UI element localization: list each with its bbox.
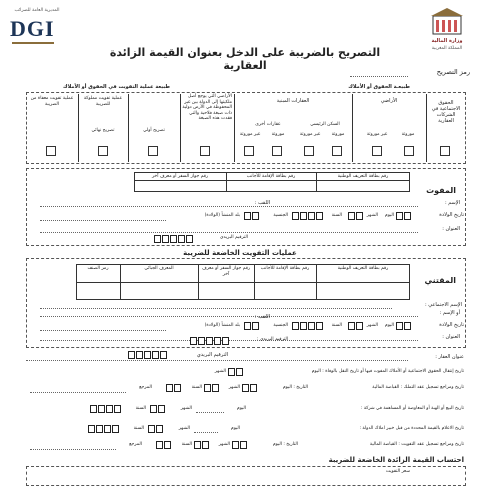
buyer-year-label: السنة [331,323,342,328]
buyer-first-name-label: أو الإسم : [439,310,460,316]
checkbox-irrigated[interactable] [200,146,210,156]
acq-ref-label: المرجع [139,385,152,390]
col-exempt-op: عملية تفويت معفاة من الضريبة [30,96,74,107]
property-postal-1[interactable] [160,351,167,359]
seller-birth-year-2[interactable] [308,212,315,220]
seller-first-name-label: الإسم : [444,200,460,206]
buyer-postal-3[interactable] [206,337,213,345]
col-land: الأراضي [380,98,398,104]
sale-month-1[interactable] [158,405,165,413]
checkbox-land-not-inherited[interactable] [372,146,382,156]
buyer-birth-year-3[interactable] [300,322,307,330]
checkbox-first-decl[interactable] [148,146,158,156]
buyer-passport-label: رقم جواز السفر أو معرف آخر [201,266,251,277]
buyer-postal-5[interactable] [190,337,197,345]
acquisition-date-label: التاريخ : اليوم [282,385,308,390]
nature-operation-heading: طبيعة عملية التفويت في الحقوق أو الأملاك [63,84,170,90]
dgi-underline [12,42,54,44]
transfer-reg-label: تاريخ ومراجع تسجيل عقد التفويت : القباضة المالية [369,442,464,447]
buyer-address-field[interactable] [40,340,418,341]
checkbox-shares[interactable] [440,146,450,156]
final-decl: تصريح نهائي [91,128,115,133]
property-postal-5[interactable] [128,351,135,359]
sale-year-3[interactable] [98,405,105,413]
transfer-reg-date-label: التاريخ : اليوم [272,442,298,447]
transfer-day-1[interactable] [236,368,243,376]
seller-birth-day-1[interactable] [404,212,411,220]
buyer-corp-name-label: الإسم الاجتماعي : [424,302,462,308]
seller-birth-year-1[interactable] [316,212,323,220]
acq-day-1[interactable] [250,384,257,392]
seller-birthplace-field[interactable] [40,220,166,221]
buyer-postal-2[interactable] [214,337,221,345]
seller-heading: المفوت [426,186,456,195]
seller-postal-label: الترقيم البريدي [220,235,248,240]
buyer-id-card-label: رقم بطاقة التعريف الوطنية [337,266,389,271]
checkbox-final-decl[interactable] [98,146,108,156]
property-postal-3[interactable] [144,351,151,359]
notif-month-1[interactable] [156,425,163,433]
property-postal-4[interactable] [136,351,143,359]
notif-year-label: السنة [133,426,144,431]
dgi-logo-block [6,6,66,46]
seller-month-label: الشهر [366,213,378,218]
transfer-month-label: الشهر [214,369,226,374]
checkbox-other-not-inherited[interactable] [244,146,254,156]
checkbox-other-inherited[interactable] [272,146,282,156]
sale-year-label: السنة [135,406,146,411]
seller-postal-5[interactable] [154,235,161,243]
property-address-label: عنوان العقار : [435,354,464,360]
buyer-residence-label: رقم بطاقة الإقامة للأجانب [260,266,310,271]
treg-day-2[interactable] [232,441,239,449]
col-taxable-op: عملية تفويت مملوكة للضريبة [83,96,123,107]
seller-nationality-1[interactable] [252,212,259,220]
buyer-month-label: الشهر [366,323,378,328]
sale-month-2[interactable] [150,405,157,413]
col-shares: الحقوق الاجتماعية في الشركات العقارية [431,100,461,124]
buyer-nationality-label: الجنسية [273,323,288,328]
notif-day-field[interactable] [194,432,218,433]
notif-month-label: الشهر [178,426,190,431]
sale-month-label: الشهر [180,406,192,411]
operations-title: عمليات التفويت الخاضعة للضريبة [183,249,297,257]
land-inherited: موروثة [401,132,415,137]
treg-month-label: الشهر [218,442,230,447]
sale-year-1[interactable] [114,405,121,413]
sale-day-field[interactable] [196,412,224,413]
seller-postal-4[interactable] [162,235,169,243]
other-inherited: موروثة [271,132,285,137]
sale-date-label: تاريخ البيع أو الهبة أو المعاوضة أو المساهمة في شركة : [360,406,464,411]
form-title: التصريح بالضريبة على الدخل بعنوان القيمة الزائدة العقارية [109,46,381,72]
buyer-address-label: العنوان : [442,334,460,340]
seller-birth-day-2[interactable] [396,212,403,220]
transfer-date-label: تاريخ إنتقال الحقوق الاجتماعية أو الأملاك المفوت فيها أو تاريخ النقل بالوفاة : اليوم [311,369,464,374]
buyer-first-name-field[interactable] [40,316,418,317]
transfer-day-2[interactable] [228,368,235,376]
seller-nationality-label: الجنسية [273,213,288,218]
buyer-birthplace-label: بلد المنشأ (الولادة) [204,323,240,328]
seller-birthplace-label: بلد المنشأ (الولادة) [204,213,240,218]
treg-year-2[interactable] [156,441,163,449]
housing-not-inherited: غير موروثة [299,132,321,137]
notif-year-1[interactable] [112,425,119,433]
acq-month-1[interactable] [212,384,219,392]
acquisition-reg-label: تاريخ ومراجع تسجيل عقد التملك : القباضة المالية [372,385,464,390]
seller-last-name-label: اللقب : [254,200,270,206]
sub-housing: السكن الرئيسي [310,122,340,127]
nature-rights-heading: طبيعـة الحقوق أو الأملاك [348,84,410,90]
checkbox-housing-inherited[interactable] [332,146,342,156]
buyer-corp-name-field[interactable] [40,308,392,309]
seller-day-label: اليوم [384,213,394,218]
buyer-day-label: اليوم [384,323,394,328]
buyer-birth-month-2[interactable] [348,322,355,330]
treg-month-1[interactable] [202,441,209,449]
land-not-inherited: غير موروثة [366,132,388,137]
seller-id-card-label: رقم بطاقة التعريف الوطنية [337,174,389,179]
buyer-tax-id-label: المعرف الجبائي [144,266,174,271]
notif-year-3[interactable] [96,425,103,433]
seller-postal-1[interactable] [186,235,193,243]
treg-year-label: السنة [181,442,192,447]
seller-birth-label: تاريخ الولادة [439,212,464,218]
seller-passport-label: رقم جواز السفر أو معرف آخر [151,174,209,179]
buyer-birth-month-1[interactable] [356,322,363,330]
sale-price-label: سعر التفويت [385,469,410,474]
buyer-birth-year-2[interactable] [308,322,315,330]
buyer-birth-day-1[interactable] [404,322,411,330]
property-postal-2[interactable] [152,351,159,359]
seller-postal-2[interactable] [178,235,185,243]
sale-year-4[interactable] [90,405,97,413]
seller-nationality-2[interactable] [244,212,251,220]
buyer-postal-4[interactable] [198,337,205,345]
seller-birth-year-3[interactable] [300,212,307,220]
col-irrigated: الأراضي التي يوجع أصل ملكيتها إلى الدولة بين غير المحفوظة في الأرض دولية ذات صبغة فلاحية والتي فقدت هذه الصبغة [182,94,232,121]
acq-year-2[interactable] [166,384,173,392]
buyer-birthplace-field[interactable] [40,330,166,331]
notif-year-2[interactable] [104,425,111,433]
seller-birth-year-4[interactable] [292,212,299,220]
seller-address-field[interactable] [40,232,418,233]
buyer-heading: المقتني [424,276,456,285]
seller-postal-3[interactable] [170,235,177,243]
buyer-birth-year-1[interactable] [316,322,323,330]
buyer-birth-day-2[interactable] [396,322,403,330]
sale-year-2[interactable] [106,405,113,413]
dgi-arabic-caption: المديرية العامة للضرائب [14,8,60,13]
notification-date-label: تاريخ الاعلام بالقيمة المحددة من قبل خبير املاك الدولة : [359,426,464,431]
buyer-birth-label: تاريخ الولادة [439,322,464,328]
buyer-category-label: رمز الصنف [87,266,109,271]
treg-year-1[interactable] [164,441,171,449]
acq-ref-field[interactable] [30,392,126,393]
ministry-name: وزارة المالية [431,38,463,44]
ministry-caption: المملكة المغربية [431,46,463,51]
checkbox-exempt[interactable] [46,146,56,156]
acq-month-label: الشهر [228,385,240,390]
treg-month-2[interactable] [194,441,201,449]
treg-day-1[interactable] [240,441,247,449]
property-address-field[interactable] [26,360,408,361]
acq-month-2[interactable] [204,384,211,392]
acq-year-label: السنة [191,385,202,390]
calc-title: احتساب القيمة الزائدة الخاضعة للضريبة [328,456,464,464]
col-built: العقارات المبنية [276,98,310,104]
seller-first-name-field[interactable] [40,206,418,207]
buyer-last-name-label: اللقب : [254,314,270,320]
checkbox-land-inherited[interactable] [404,146,414,156]
acq-day-2[interactable] [242,384,249,392]
buyer-nationality-2[interactable] [244,322,251,330]
ministry-emblem-icon [427,6,467,36]
notif-year-4[interactable] [88,425,95,433]
declaration-ref-field[interactable] [350,76,408,77]
treg-ref-field[interactable] [30,449,116,450]
housing-inherited: موروثة [331,132,345,137]
notif-month-2[interactable] [148,425,155,433]
seller-birth-month-2[interactable] [348,212,355,220]
dgi-logo: DGI [10,16,55,41]
seller-year-label: السنة [331,213,342,218]
buyer-postal-label: الترقيم البريدي : [257,337,288,342]
property-postal-label: الترقيم البريدي [196,352,228,358]
sub-other: عقارات أخرى [255,122,281,127]
first-decl: تصريح أولي [143,128,165,133]
sale-day-label: اليوم [236,406,246,411]
treg-ref-label: المرجع [129,442,142,447]
checkbox-housing-not-inherited[interactable] [304,146,314,156]
declaration-ref-label: رمز التصريح [436,68,470,76]
acq-year-1[interactable] [174,384,181,392]
buyer-postal-1[interactable] [222,337,229,345]
notif-day-label: اليوم [230,426,240,431]
other-not-inherited: غير موروثة [239,132,261,137]
seller-residence-label: رقم بطاقة الإقامة للأجانب [246,174,296,179]
buyer-birth-year-4[interactable] [292,322,299,330]
seller-address-label: العنوان : [442,226,460,232]
buyer-nationality-1[interactable] [252,322,259,330]
ministry-logo-block [418,6,476,56]
